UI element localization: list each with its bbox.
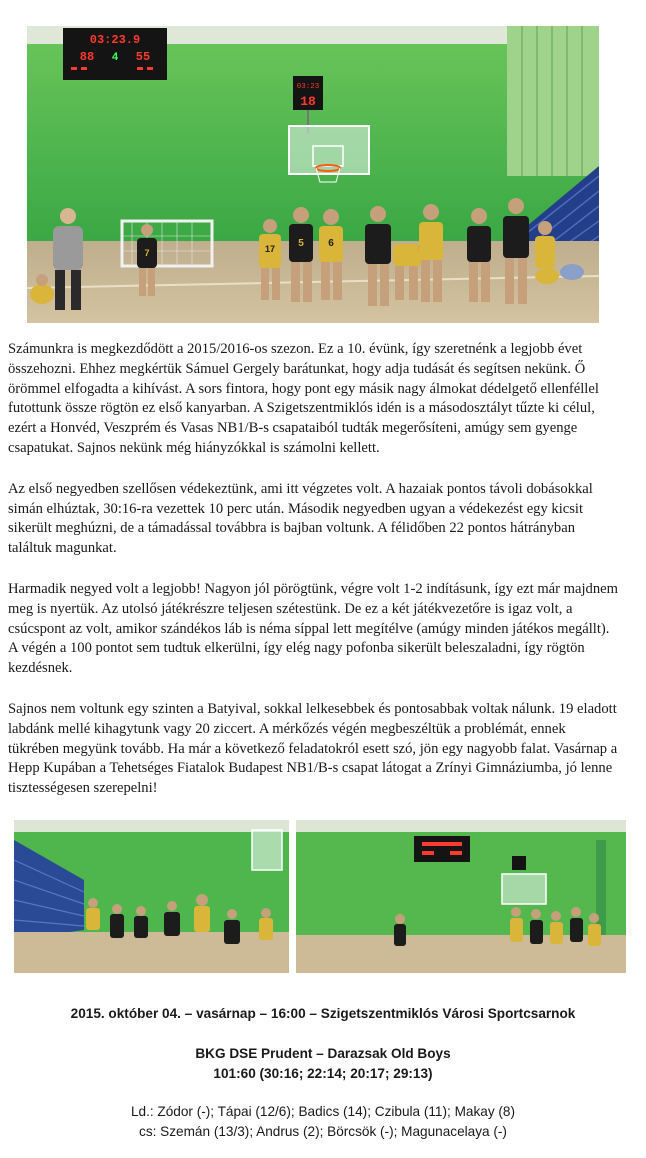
game-photo-right [296, 820, 626, 973]
shot-clock-seconds: 18 [300, 94, 316, 109]
lineup-bench: cs: Szemán (13/3); Andrus (2); Börcsök (-); Magunacelaya (-) [139, 1124, 507, 1139]
backboard [289, 126, 369, 174]
jersey-number: 7 [144, 248, 150, 258]
game-photo-main [27, 26, 599, 323]
game-photo-left [14, 820, 289, 973]
game-photo-right-drawing [296, 820, 626, 973]
article-paragraph: Sajnos nem voltunk egy szinten a Batyival, sokkal lelkesebbek és pontosabbak voltak nálunk. 19 eladott labdánk mellé kihagytunk vagy 20 ziccert. A mérkőzés végén megbeszéltük a problémát, ennek tükrében megyünk tovább. Ha már a következő feladatokról esett szó, jön egy nagyobb falat. Vasárnap a Hepp Kupában a Tehetséges Fiatalok Budapest NB1/B-s csapat látogat a Zrínyi Gimnáziumba, jó lenne tisztességesen szerepelni! [8, 700, 618, 797]
jersey-number: 17 [264, 244, 276, 254]
lineup-starting: Ld.: Zódor (-); Tápai (12/6); Badics (14); Czibula (11); Makay (8) [130, 1104, 516, 1119]
game-photo-left-drawing [14, 820, 289, 973]
game-photo-main-drawing [27, 26, 599, 323]
shot-clock-time: 03:23 [296, 83, 320, 91]
jersey-number: 5 [298, 238, 304, 249]
scoreboard-clock: 03:23.9 [89, 33, 141, 47]
match-date-venue: 2015. október 04. – vasárnap – 16:00 – Szigetszentmiklós Városi Sportcsarnok [70, 1006, 576, 1021]
article-paragraph: Az első negyedben szellősen védekeztünk, ami itt végzetes volt. A hazaiak pontos távoli dobásokkal simán elhúztak, 30:16-ra vezettek 10 perc után. Második negyedben ugyan a védekezést egy kicsit sikerült meghúzni, de a támadással továbbra is bajban voltunk. A félidőben 22 pontos hátrányban találtuk magunkat. [8, 480, 593, 557]
match-teams: BKG DSE Prudent – Darazsak Old Boys [195, 1046, 451, 1061]
scoreboard-home-score: 88 [79, 50, 95, 64]
match-score: 101:60 (30:16; 22:14; 20:17; 29:13) [213, 1066, 433, 1081]
scoreboard-period: 4 [111, 52, 119, 64]
scoreboard-away-score: 55 [135, 50, 151, 64]
jersey-number: 6 [328, 238, 334, 249]
article-paragraph: Számunkra is megkezdődött a 2015/2016-os szezon. Ez a 10. évünk, így szeretnénk a legjobb évet összehozni. Ehhez megkértük Sámuel Gergely barátunkat, hogy adja tudását és segítsen nekünk. Ő örömmel elfogadta a kihívást. A sors fintora, hogy pont egy másik nagy álmokat dédelgető ellenféllel futottunk össze rögtön ez első kanyarban. A Szigetszentmiklós idén is a másodosztályt tűzte ki célul, ezért a Honvéd, Veszprém és Vasas NB1/B-s csapataiból tudták megerősíteni, amúgy sem gyenge csapatukat. Sajnos nekünk még hiányzókkal is számolni kellett. [8, 341, 599, 456]
article-body [8, 340, 620, 799]
article-paragraph: Harmadik negyed volt a legjobb! Nagyon jól pörögtünk, végre volt 1-2 indításunk, így ezt már majdnem meg is nyertük. Az utolsó játékrészre teljesen szétestünk. De ez a két játékvezetőre is igaz volt, a csúcspont az volt, amikor szándékos láb is néma síppal lett megítélve (amúgy minden játékos megállt). A végén a 100 pontot sem tudtuk elkerülni, így elég nagy pofonba sikerült beleszaladni, így rögtön kezdésnek. [8, 580, 618, 677]
